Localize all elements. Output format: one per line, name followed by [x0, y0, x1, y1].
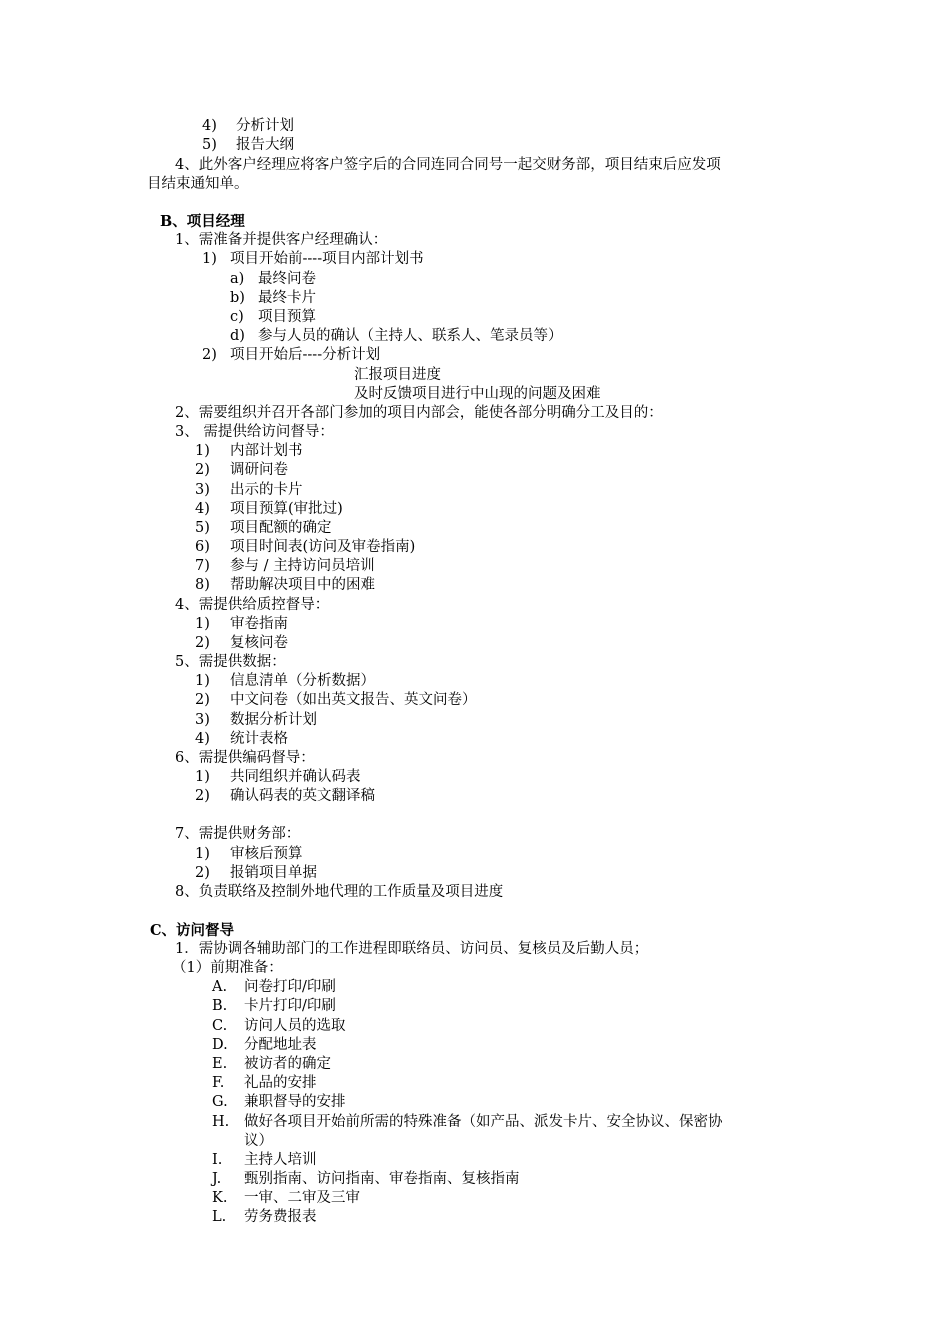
paragraph: 8、负责联络及控制外地代理的工作质量及项目进度 — [175, 884, 504, 900]
list-marker: 4) — [195, 731, 210, 747]
list-item — [212, 1036, 317, 1055]
list-text: 最终问卷 — [258, 271, 316, 287]
list-item — [195, 730, 288, 749]
list-text: 甄别指南、访问指南、审卷指南、复核指南 — [244, 1171, 520, 1187]
paragraph: 1．需协调各辅助部门的工作进程即联络员、访问员、复核员及后勤人员； — [175, 941, 649, 957]
list-text: 数据分析计划 — [230, 712, 317, 728]
paragraph: 2、需要组织并召开各部门参加的项目内部会，能使各部分明确分工及目的： — [175, 405, 663, 421]
list-item — [195, 576, 375, 595]
list-item — [195, 442, 303, 461]
list-text: 出示的卡片 — [230, 482, 303, 498]
list-text: 问卷打印/印刷 — [244, 979, 336, 995]
list-marker: 5) — [195, 520, 210, 536]
list-item — [195, 787, 375, 806]
list-item — [212, 1208, 317, 1227]
list-item — [212, 978, 336, 997]
list-item — [195, 864, 317, 883]
list-item — [195, 461, 288, 480]
list-marker: 2) — [195, 865, 210, 881]
list-marker: 1) — [195, 443, 210, 459]
paragraph: 6、需提供编码督导： — [175, 750, 315, 766]
list-marker: I. — [212, 1152, 223, 1168]
paragraph: 5、需提供数据： — [175, 654, 286, 670]
list-marker: c) — [230, 309, 244, 325]
list-item — [202, 250, 424, 269]
list-marker: H. — [212, 1114, 230, 1130]
list-marker: a) — [230, 271, 245, 287]
list-item — [212, 1151, 317, 1170]
list-marker: 2) — [195, 788, 210, 804]
list-text: 内部计划书 — [230, 443, 303, 459]
paragraph: （1）前期准备： — [172, 960, 283, 976]
list-item — [195, 557, 375, 576]
list-text: 项目开始后----分析计划 — [230, 347, 381, 363]
list-marker: 1) — [195, 673, 210, 689]
list-marker: 3) — [195, 712, 210, 728]
list-marker: 1) — [195, 846, 210, 862]
list-marker: b) — [230, 290, 245, 306]
list-marker: F. — [212, 1075, 225, 1091]
list-text: 项目时间表(访问及审卷指南) — [230, 539, 416, 555]
list-item — [195, 672, 375, 691]
list-marker: 2) — [195, 692, 210, 708]
list-text: 最终卡片 — [258, 290, 316, 306]
list-item — [212, 997, 336, 1016]
list-text: 信息清单（分析数据） — [230, 673, 375, 689]
list-item — [195, 481, 303, 500]
list-text: 调研问卷 — [230, 462, 288, 478]
list-item — [195, 634, 288, 653]
paragraph: 4、需提供给质控督导： — [175, 597, 330, 613]
list-text: 确认码表的英文翻译稿 — [230, 788, 375, 804]
list-item — [195, 711, 317, 730]
list-item — [212, 1189, 360, 1208]
list-item — [230, 289, 316, 308]
list-continuation — [212, 1132, 273, 1151]
list-text: 参与 / 主持访问员培训 — [230, 558, 375, 574]
list-item — [195, 500, 343, 519]
list-text: 兼职督导的安排 — [244, 1094, 346, 1110]
list-marker: A. — [212, 979, 228, 995]
list-text: 劳务费报表 — [244, 1209, 317, 1225]
section-heading: B、项目经理 — [160, 213, 245, 230]
list-text: 礼品的安排 — [244, 1075, 317, 1091]
list-item — [212, 1055, 331, 1074]
list-marker: 1) — [195, 616, 210, 632]
list-text: 做好各项目开始前所需的特殊准备（如产品、派发卡片、安全协议、保密协 — [244, 1114, 723, 1130]
list-marker: 7) — [195, 558, 210, 574]
list-text: 分析计划 — [236, 118, 294, 134]
list-item — [212, 1113, 723, 1132]
list-item — [202, 117, 294, 136]
list-marker: 8) — [195, 577, 210, 593]
list-continuation: 汇报项目进度 — [354, 367, 441, 383]
paragraph: 4、此外客户经理应将客户签字后的合同连同合同号一起交财务部，项目结束后应发项 — [175, 157, 721, 173]
list-text: 一审、二审及三审 — [244, 1190, 360, 1206]
list-text: 项目开始前----项目内部计划书 — [230, 251, 424, 267]
list-text: 复核问卷 — [230, 635, 288, 651]
list-item — [212, 1170, 520, 1189]
list-text: 分配地址表 — [244, 1037, 317, 1053]
list-text: 审卷指南 — [230, 616, 288, 632]
list-text: 议） — [244, 1133, 273, 1149]
list-text: 项目配额的确定 — [230, 520, 332, 536]
list-item — [212, 1017, 346, 1036]
list-marker: E. — [212, 1056, 228, 1072]
paragraph: 7、需提供财务部： — [175, 826, 301, 842]
list-continuation: 及时反馈项目进行中山现的问题及困难 — [354, 386, 601, 402]
list-marker: B. — [212, 998, 228, 1014]
list-item — [195, 538, 415, 557]
list-item — [230, 270, 316, 289]
list-item — [202, 346, 380, 365]
list-item — [212, 1093, 346, 1112]
list-text: 卡片打印/印刷 — [244, 998, 336, 1014]
list-text: 统计表格 — [230, 731, 288, 747]
list-item — [230, 308, 316, 327]
list-marker: 2) — [195, 462, 210, 478]
list-marker: 4) — [195, 501, 210, 517]
list-marker: 1) — [202, 251, 217, 267]
list-text: 审核后预算 — [230, 846, 303, 862]
list-marker: D. — [212, 1037, 228, 1053]
list-item — [202, 136, 294, 155]
list-text: 帮助解决项目中的困难 — [230, 577, 375, 593]
list-text: 参与人员的确认（主持人、联系人、笔录员等） — [258, 328, 563, 344]
list-item — [230, 327, 563, 346]
list-text: 报告大纲 — [236, 137, 294, 153]
list-marker: 4) — [202, 118, 217, 134]
paragraph: 目结束通知单。 — [147, 176, 249, 192]
list-marker: 2) — [195, 635, 210, 651]
list-item — [195, 615, 288, 634]
list-text: 共同组织并确认码表 — [230, 769, 361, 785]
list-text: 中文问卷（如出英文报告、英文问卷） — [230, 692, 477, 708]
list-text: 访问人员的选取 — [244, 1018, 346, 1034]
list-item — [195, 845, 303, 864]
list-marker: K. — [212, 1190, 228, 1206]
list-marker: C. — [212, 1018, 228, 1034]
list-text: 被访者的确定 — [244, 1056, 331, 1072]
list-marker: 3) — [195, 482, 210, 498]
list-marker: 5) — [202, 137, 217, 153]
list-text: 主持人培训 — [244, 1152, 317, 1168]
list-item — [212, 1074, 317, 1093]
list-item — [195, 519, 332, 538]
list-text: 项目预算 — [258, 309, 316, 325]
list-text: 项目预算(审批过) — [230, 501, 343, 517]
list-marker: L. — [212, 1209, 227, 1225]
list-marker: d) — [230, 328, 245, 344]
list-marker: G. — [212, 1094, 228, 1110]
list-text: 报销项目单据 — [230, 865, 317, 881]
list-marker: 2) — [202, 347, 217, 363]
list-marker: 6) — [195, 539, 210, 555]
paragraph: 1、需准备并提供客户经理确认： — [175, 232, 388, 248]
list-item — [195, 768, 361, 787]
list-marker: J. — [212, 1171, 222, 1187]
list-item — [195, 691, 477, 710]
section-heading: C、访问督导 — [150, 922, 235, 939]
paragraph: 3、 需提供给访问督导： — [175, 424, 334, 440]
list-marker: 1) — [195, 769, 210, 785]
